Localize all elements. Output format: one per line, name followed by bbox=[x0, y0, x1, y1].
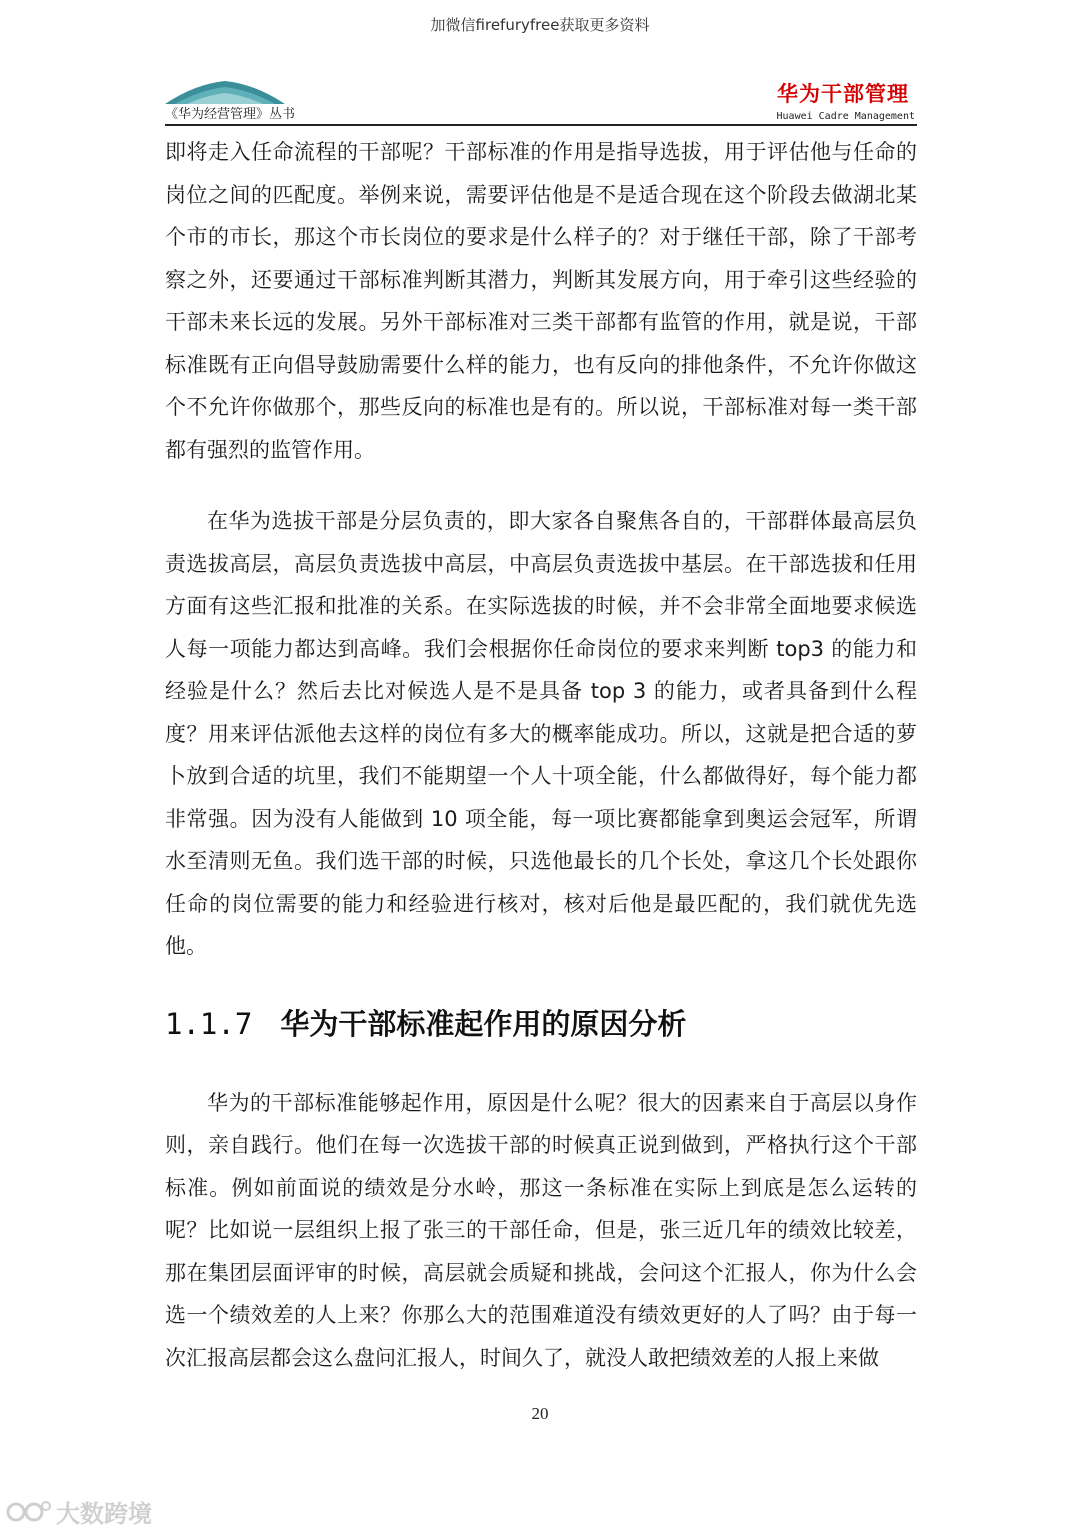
section-number: 1.1.7 bbox=[165, 1006, 253, 1041]
page-header bbox=[165, 70, 917, 126]
mountain-logo-icon bbox=[165, 78, 285, 106]
watermark-text: 大数跨境 bbox=[56, 1500, 152, 1528]
top-note: 加微信firefuryfree获取更多资料 bbox=[430, 16, 650, 34]
watermark bbox=[6, 1494, 152, 1529]
section-heading bbox=[165, 994, 917, 1054]
paragraph-1: 即将走入任命流程的干部呢？干部标准的作用是指导选拔，用于评估他与任命的岗位之间的匹配度。举例来说，需要评估他是不是适合现在这个阶段去做湖北某个市的市长，那这个市长岗位的要求是什么样子的？对于继任干部，除了干部考察之外，还要通过干部标准判断其潜力，判断其发展方向，用于牵引这些经验的干部未来长远的发展。另外干部标准对三类干部都有监管的作用，就是说，干部标准既有正向倡导鼓励需要什么样的能力，也有反向的排他条件，不允许你做这个不允许你做那个，那些反向的标准也是有的。所以说，干部标准对每一类干部都有强烈的监管作用。 bbox=[165, 140, 917, 462]
page-number: 20 bbox=[531, 1404, 549, 1423]
brand-subtitle: Huawei Cadre Management bbox=[776, 111, 915, 122]
page-body bbox=[165, 131, 917, 1379]
paragraph-3: 华为的干部标准能够起作用，原因是什么呢？很大的因素来自于高层以身作则，亲自践行。他们在每一次选拔干部的时候真正说到做到，严格执行这个干部标准。例如前面说的绩效是分水岭，那这一条标准在实际上到底是怎么运转的呢？比如说一层组织上报了张三的干部任命，但是，张三近几年的绩效比较差，那在集团层面评审的时候，高层就会质疑和挑战，会问这个汇报人，你为什么会选一个绩效差的人上来？你那么大的范围难道没有绩效更好的人了吗？由于每一次汇报高层都会这么盘问汇报人，时间久了，就没人敢把绩效差的人报上来做 bbox=[165, 1090, 917, 1370]
watermark-logo-icon bbox=[6, 1497, 52, 1527]
brand-title: 华为干部管理 bbox=[777, 82, 909, 106]
paragraph-2: 在华为选拔干部是分层负责的，即大家各自聚焦各自的，干部群体最高层负责选拔高层，高层负责选拔中高层，中高层负责选拔中基层。在干部选拔和任用方面有这些汇报和批准的关系。在实际选拔的时候，并不会非常全面地要求候选人每一项能力都达到高峰。我们会根据你任命岗位的要求来判断 top3 的能力和经验是什么？然后去比对候选人是不是具备 top 3 的能力，或者具备到什么程度？用来评估派他去这样的岗位有多大的概率能成功。所以，这就是把合适的萝卜放到合适的坑里，我们不能期望一个人十项全能，什么都做得好，每个能力都非常强。因为没有人能做到 10 项全能，每一项比赛都能拿到奥运会冠军，所谓水至清则无鱼。我们选干部的时候，只选他最长的几个长处，拿这几个长处跟你任命的岗位需要的能力和经验进行核对，核对后他是最匹配的，我们就优先选他。 bbox=[165, 509, 917, 958]
series-label: 《华为经营管理》丛书 bbox=[165, 107, 296, 122]
paragraph-spacer bbox=[165, 471, 917, 500]
header-divider bbox=[165, 124, 917, 126]
section-title: 华为干部标准起作用的原因分析 bbox=[280, 1006, 687, 1041]
